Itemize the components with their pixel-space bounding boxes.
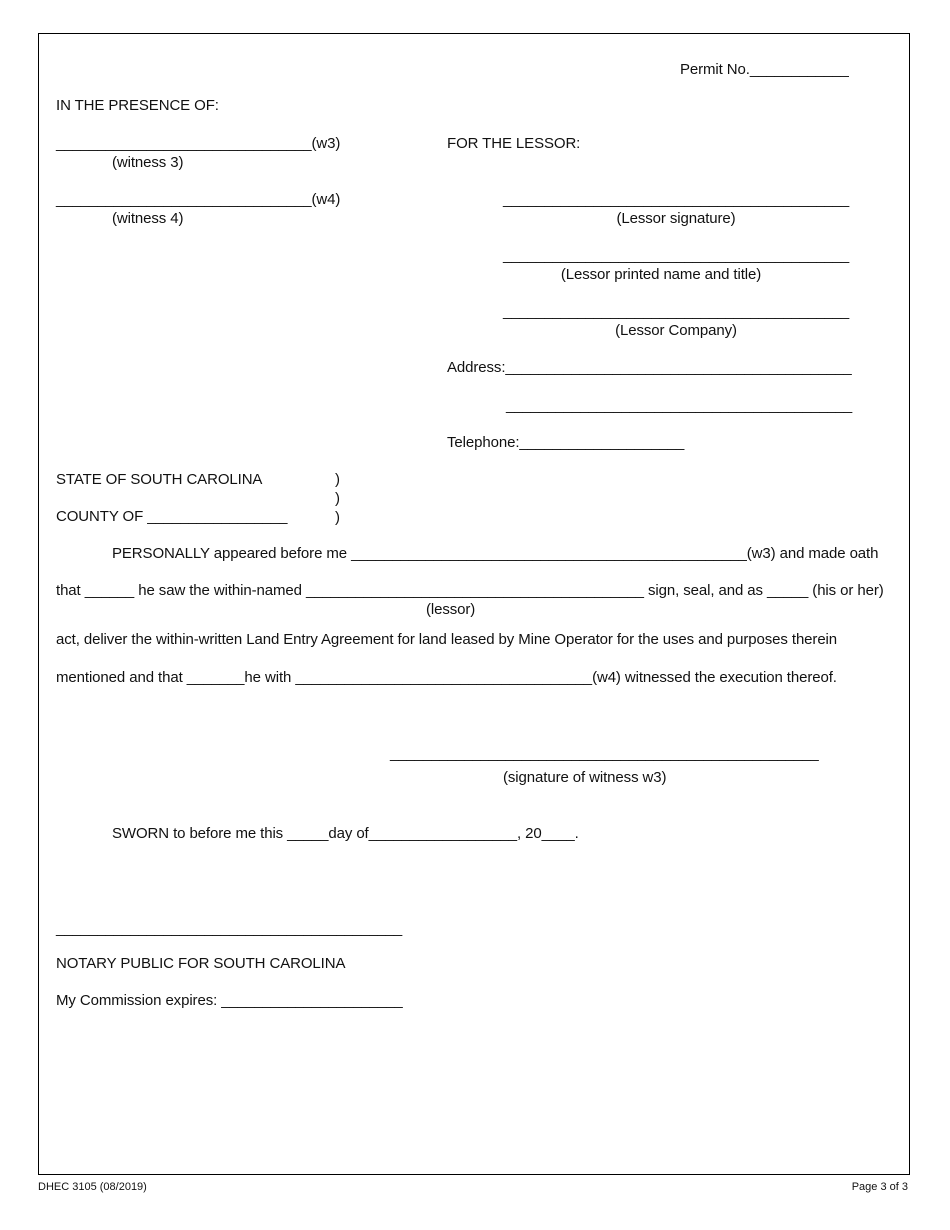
notary-title: NOTARY PUBLIC FOR SOUTH CAROLINA	[56, 955, 346, 972]
affidavit-line-3: act, deliver the within-written Land Entry Agreement for land leased by Mine Operator for the uses and purposes therein	[56, 631, 838, 648]
lessor-caption: (lessor)	[426, 601, 476, 618]
affidavit-line-4-start: mentioned and that	[56, 669, 183, 686]
venue-paren-3: )	[335, 509, 340, 526]
form-id: DHEC 3105 (08/2019)	[38, 1181, 147, 1193]
presence-heading: IN THE PRESENCE OF:	[56, 97, 219, 114]
lessor-name-line[interactable]: __________________________________________	[503, 247, 850, 264]
lessor-address	[447, 359, 852, 377]
telephone-label: Telephone:	[447, 434, 520, 451]
affidavit-line-2-end: sign, seal, and as	[647, 582, 763, 599]
address-line-1[interactable]: __________________________________________	[505, 359, 852, 376]
affidavit-line-4	[56, 669, 837, 687]
notary-signature-line[interactable]: __________________________________________	[56, 920, 403, 937]
affidavit-line-2-tail: (his or her)	[812, 582, 884, 599]
witness-3-caption: (witness 3)	[112, 154, 184, 171]
venue-paren-2: )	[335, 490, 340, 507]
witness-4-caption: (witness 4)	[112, 210, 184, 227]
commission-label: My Commission expires:	[56, 992, 218, 1009]
county-line[interactable]: _________________	[147, 508, 288, 525]
affidavit-line-1	[112, 545, 878, 563]
permit-label: Permit No.	[680, 61, 750, 78]
pronoun-blank-1[interactable]: ______	[84, 582, 135, 599]
lessor-name-blank[interactable]: _________________________________________	[305, 582, 644, 599]
address-label: Address:	[447, 359, 506, 376]
pronoun-blank-2[interactable]: _____	[767, 582, 809, 599]
venue-state: STATE OF SOUTH CAROLINA	[56, 471, 263, 488]
sworn-statement[interactable]: SWORN to before me this _____day of__________________, 20____.	[112, 825, 579, 842]
commission-line[interactable]: ______________________	[221, 992, 403, 1009]
lessor-company-caption: (Lessor Company)	[615, 322, 737, 339]
permit-blank[interactable]: ____________	[749, 61, 849, 78]
pronoun-blank-3[interactable]: _______	[186, 669, 245, 686]
affidavit-line-2-start: that	[56, 582, 81, 599]
witness-name-blank[interactable]: ____________________________________	[295, 669, 593, 686]
affiant-name-blank[interactable]: ________________________________________________	[351, 545, 747, 562]
witness-3-line[interactable]: _______________________________(w3)	[56, 135, 341, 152]
telephone-line[interactable]: ____________________	[519, 434, 685, 451]
venue-paren-1: )	[335, 471, 340, 488]
affidavit-line-1-start: PERSONALLY appeared before me	[112, 545, 348, 562]
lessor-telephone	[447, 434, 684, 452]
county-label: COUNTY OF	[56, 508, 144, 525]
lessor-name-caption: (Lessor printed name and title)	[560, 266, 762, 283]
affidavit-line-2-mid: he saw the within-named	[138, 582, 302, 599]
witness-4-line[interactable]: _______________________________(w4)	[56, 191, 341, 208]
affidavit-line-4-end: (w4) witnessed the execution thereof.	[592, 669, 837, 686]
lessor-signature-line[interactable]: __________________________________________	[503, 191, 850, 208]
affidavit-line-4-mid: he with	[244, 669, 292, 686]
permit-number	[680, 61, 849, 79]
address-line-2[interactable]: __________________________________________	[506, 397, 853, 414]
witness-signature-line[interactable]: ____________________________________________________	[390, 745, 819, 762]
lessor-heading: FOR THE LESSOR:	[447, 135, 581, 152]
lessor-signature-caption: (Lessor signature)	[616, 210, 736, 227]
affidavit-line-2	[56, 582, 884, 600]
affidavit-line-1-end: (w3) and made oath	[746, 545, 879, 562]
venue-county	[56, 508, 287, 526]
witness-signature-caption: (signature of witness w3)	[503, 769, 667, 786]
page-number: Page 3 of 3	[851, 1181, 908, 1193]
notary-commission	[56, 992, 403, 1010]
lessor-company-line[interactable]: __________________________________________	[503, 303, 850, 320]
